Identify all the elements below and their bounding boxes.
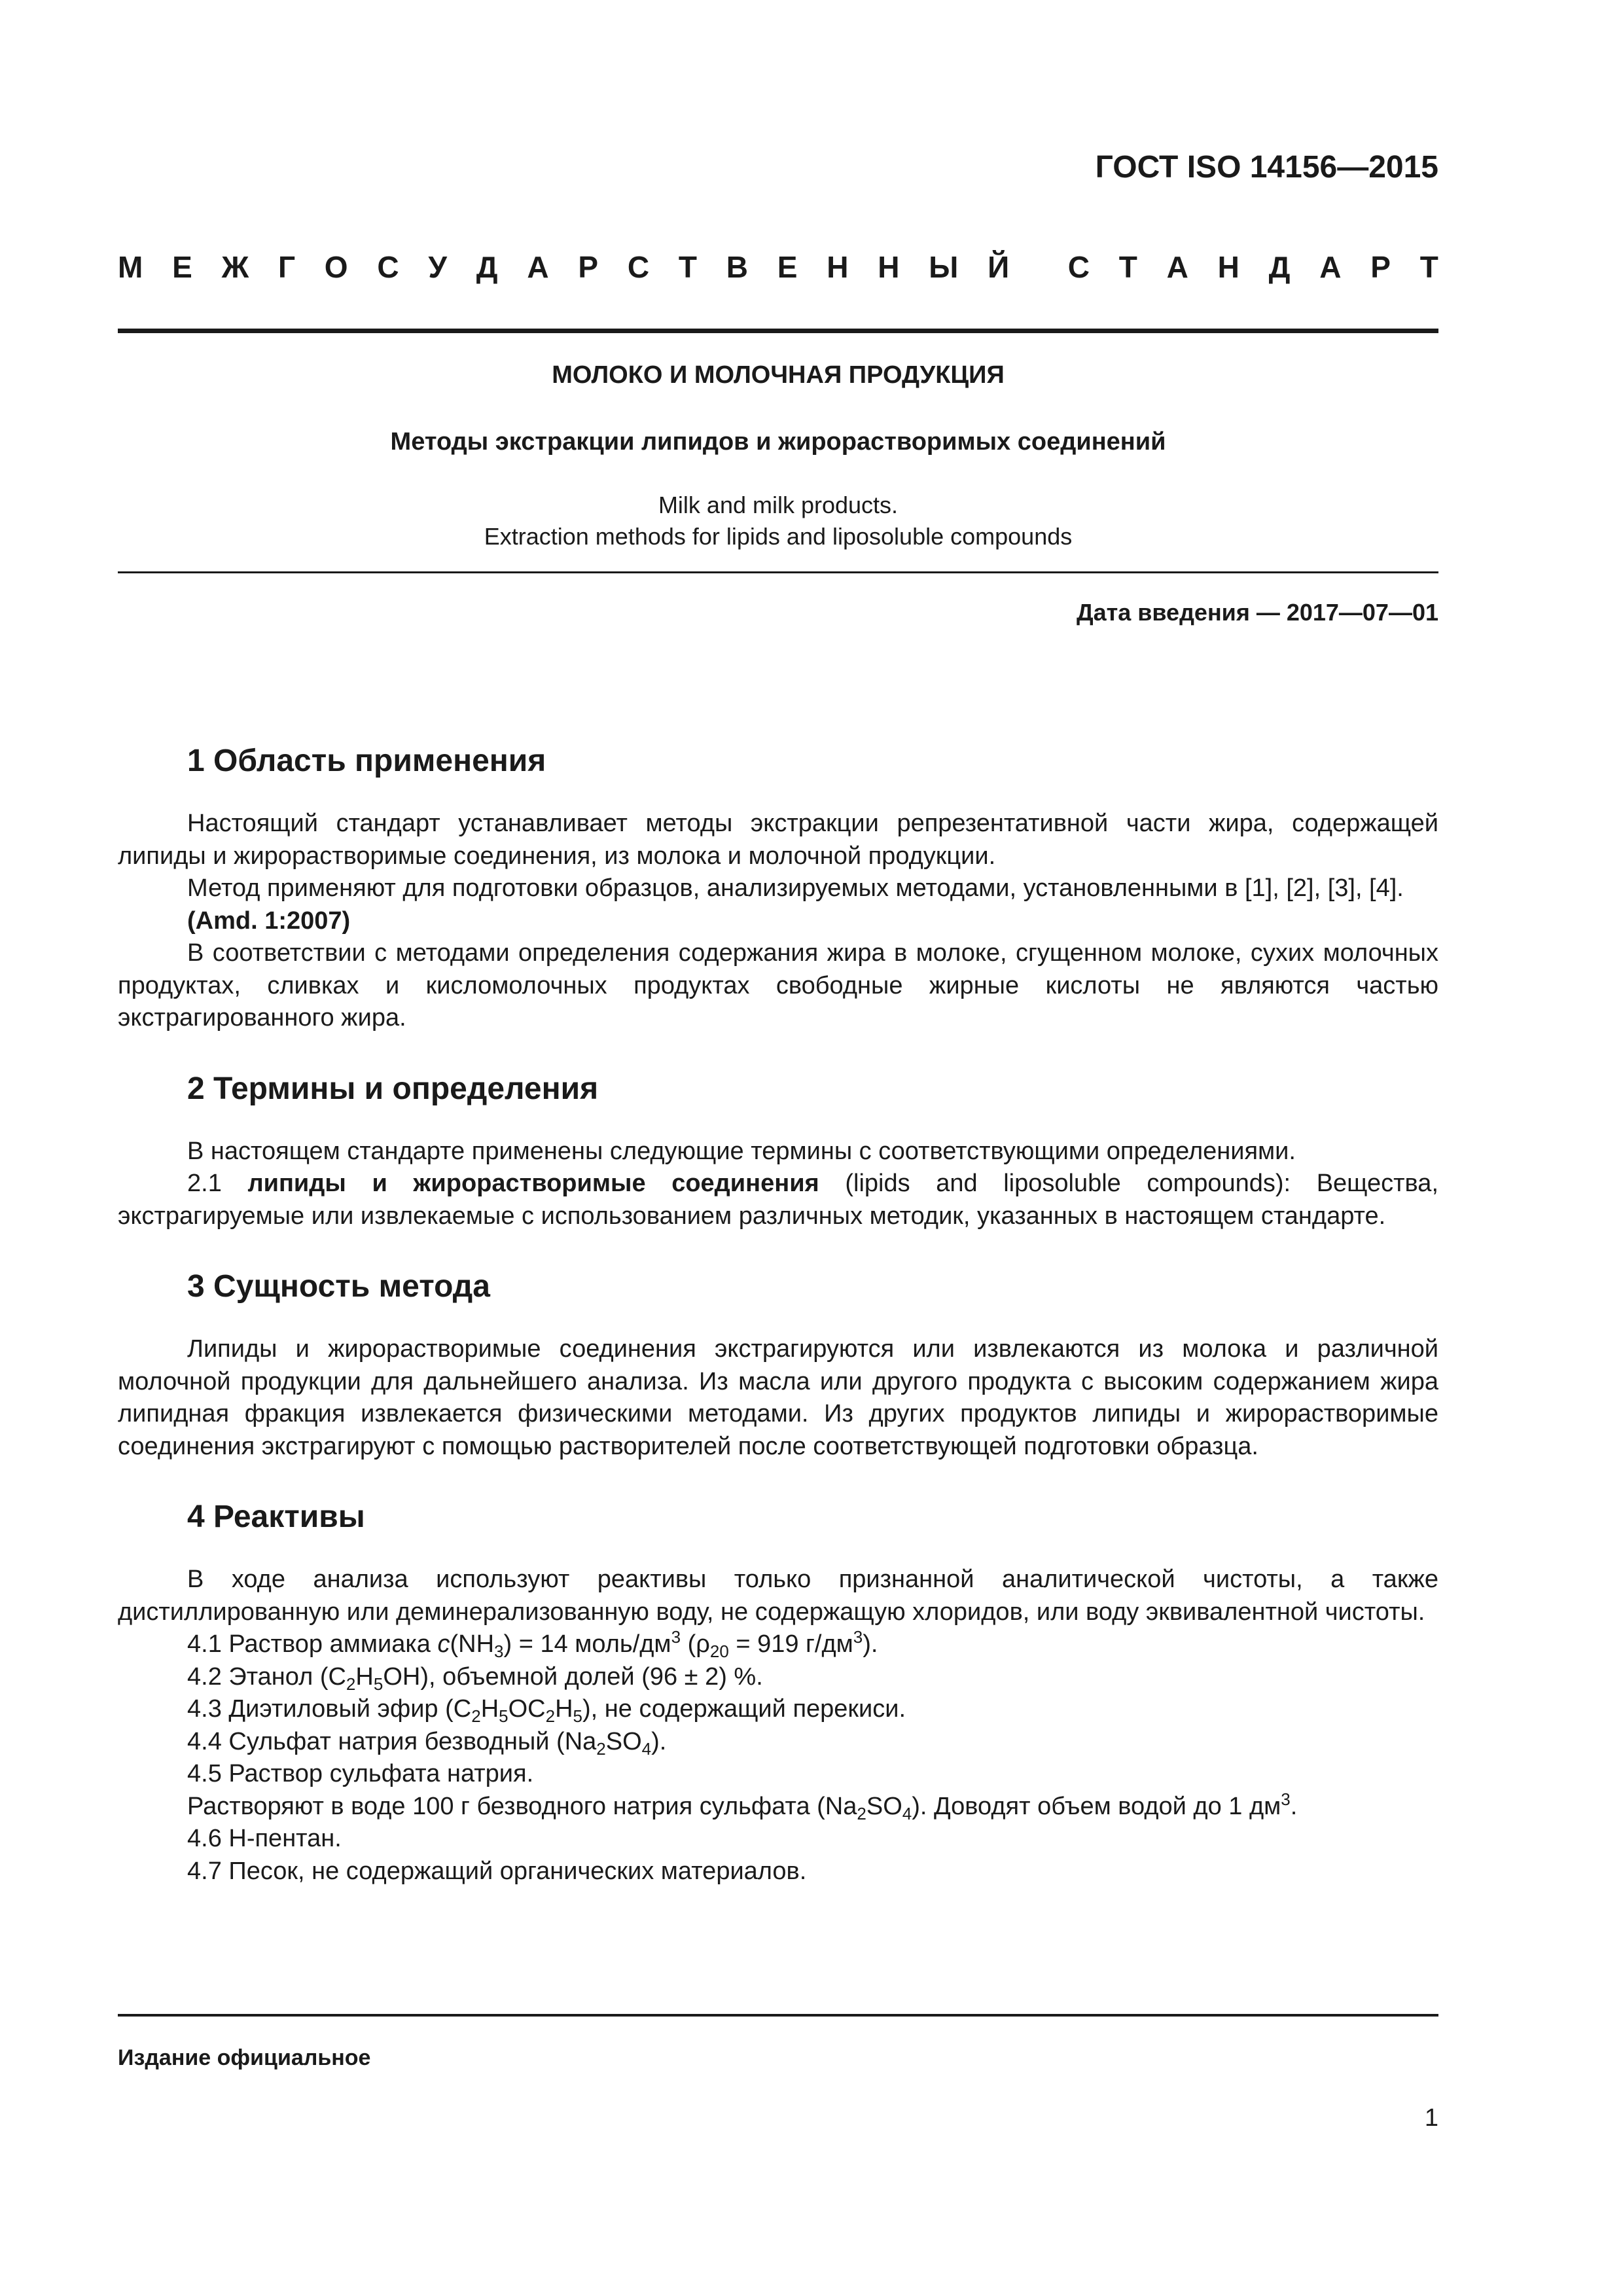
section-heading: 2 Термины и определения	[187, 1071, 599, 1106]
reagent-item: 4.5 Раствор сульфата натрия.	[187, 1760, 534, 1787]
reagent-item: 4.7 Песок, не содержащий органических материалов.	[187, 1857, 807, 1885]
standard-type-letter: Н	[827, 250, 849, 284]
document-body	[118, 741, 1438, 1922]
english-title	[118, 490, 1438, 552]
standard-type-letter: А	[1166, 250, 1188, 284]
paragraph: В настоящем стандарте применены следующие термины с соответствующими определениями.	[187, 1137, 1296, 1165]
standard-type-heading	[118, 247, 1438, 287]
document-subtitle: Методы экстракции липидов и жирорастворимых соединений	[390, 428, 1166, 456]
reagent-item: 4.1 Раствор аммиака $c(NH_3) = 14$ моль/$дм^3$ ($\rho_{20} = 919$ $г/дм^3$).	[187, 1627, 878, 1661]
standard-type-letter: А	[1319, 250, 1342, 284]
standard-type-letter: Г	[277, 250, 296, 284]
standard-type-letter: Ж	[221, 250, 249, 284]
standard-type-letter: С	[377, 250, 399, 284]
title-rule	[118, 571, 1438, 573]
paragraph: Липиды и жирорастворимые соединения экстрагируются или извлекаются из молока и различной молочной продукции для дальнейшего анализа. Из масла или другого продукта с высоким содержанием жира липидная фракция извлекается физическими методами. Из других продуктов липиды и жирорастворимые соединения экстрагируют с помощью растворителей после соответствующей подготовки образца.	[118, 1335, 1438, 1460]
section-principle	[118, 1266, 1438, 1463]
standard-type-letter: Ы	[929, 250, 959, 284]
standard-type-letter: Е	[777, 250, 798, 284]
paragraph: В ходе анализа используют реактивы только признанной аналитической чистоты, а также дистиллированную или деминерализованную воду, не содержащую хлоридов, или воду эквивалентной чистоты.	[118, 1566, 1438, 1626]
standard-type-letter: Е	[172, 250, 192, 284]
amendment-note: (Amd. 1:2007)	[187, 906, 351, 935]
reagent-item: 4.4 Сульфат натрия безводный $(Na_2SO_4)$.	[187, 1727, 667, 1759]
reagent-item: 4.6 Н-пентан.	[187, 1825, 342, 1852]
section-scope	[118, 741, 1438, 1035]
standard-type-letter: У	[428, 250, 447, 284]
page-number: 1	[1424, 2104, 1438, 2132]
section-terms	[118, 1069, 1438, 1233]
reagent-item: 4.3 Диэтиловый эфир $(C_2H_5OC_2H_5)$, не содержащий перекиси.	[187, 1695, 906, 1726]
term: липиды и жирорастворимые соединения	[247, 1170, 819, 1197]
term-definition: 2.1 липиды и жирорастворимые соединения (lipids and liposoluble compounds): Вещества, экстрагируемые или извлекаемые с использованием различных методик, указанных в настоящем стандарте.	[118, 1170, 1438, 1230]
footer-rule	[118, 2014, 1438, 2017]
standard-type-letter: С	[627, 250, 650, 284]
standard-type-letter: Т	[1118, 250, 1137, 284]
section-heading: 1 Область применения	[187, 744, 546, 778]
standard-type-letter: М	[118, 250, 143, 284]
paragraph: В соответствии с методами определения содержания жира в молоке, сгущенном молоке, сухих молочных продуктах, сливках и кисломолочных продуктах свободные жирные кислоты не являются частью экстрагированного жира.	[118, 939, 1438, 1031]
paragraph: Метод применяют для подготовки образцов, анализируемых методами, установленными в [1], [2], [3], [4].	[187, 874, 1404, 902]
header-rule	[118, 329, 1438, 333]
reagent-item: 4.2 Этанол $(C_2H_5OH)$, объемной долей (96 ± 2) %.	[187, 1662, 763, 1694]
standard-type-letter: Д	[1268, 250, 1291, 284]
english-title-line-1: Milk and milk products.	[658, 492, 899, 518]
standard-type-letter: Т	[678, 250, 697, 284]
english-title-line-2: Extraction methods for lipids and liposoluble compounds	[484, 523, 1073, 550]
section-heading: 4 Реактивы	[187, 1499, 365, 1534]
standard-type-letter: Р	[1370, 250, 1391, 284]
standard-type-letter: В	[726, 250, 748, 284]
standard-type-letter: Р	[578, 250, 599, 284]
standard-type-letter: Н	[878, 250, 900, 284]
section-heading: 3 Сущность метода	[187, 1269, 490, 1304]
edition-label: Издание официальное	[118, 2045, 371, 2070]
document-number: ГОСТ ISO 14156—2015	[1095, 150, 1438, 185]
document-title: МОЛОКО И МОЛОЧНАЯ ПРОДУКЦИЯ	[552, 361, 1005, 389]
standard-type-letter: О	[324, 250, 348, 284]
reagent-note: Растворяют в воде 100 г безводного натрия сульфата $(Na_2SO_4)$. Доводят объем водой до 1 $дм^3$.	[187, 1789, 1298, 1823]
standard-type-letter: С	[1067, 250, 1090, 284]
paragraph: Настоящий стандарт устанавливает методы экстракции репрезентативной части жира, содержащей липиды и жирорастворимые соединения, из молока и молочной продукции.	[118, 810, 1438, 870]
introduction-date: Дата введения — 2017—07—01	[1076, 599, 1438, 626]
standard-type-letter: Н	[1217, 250, 1240, 284]
section-reagents	[118, 1497, 1438, 1888]
standard-type-letter: Д	[476, 250, 498, 284]
standard-type-letter: А	[527, 250, 549, 284]
standard-type-letter: Т	[1419, 250, 1438, 284]
standard-type-letter: Й	[988, 250, 1010, 284]
